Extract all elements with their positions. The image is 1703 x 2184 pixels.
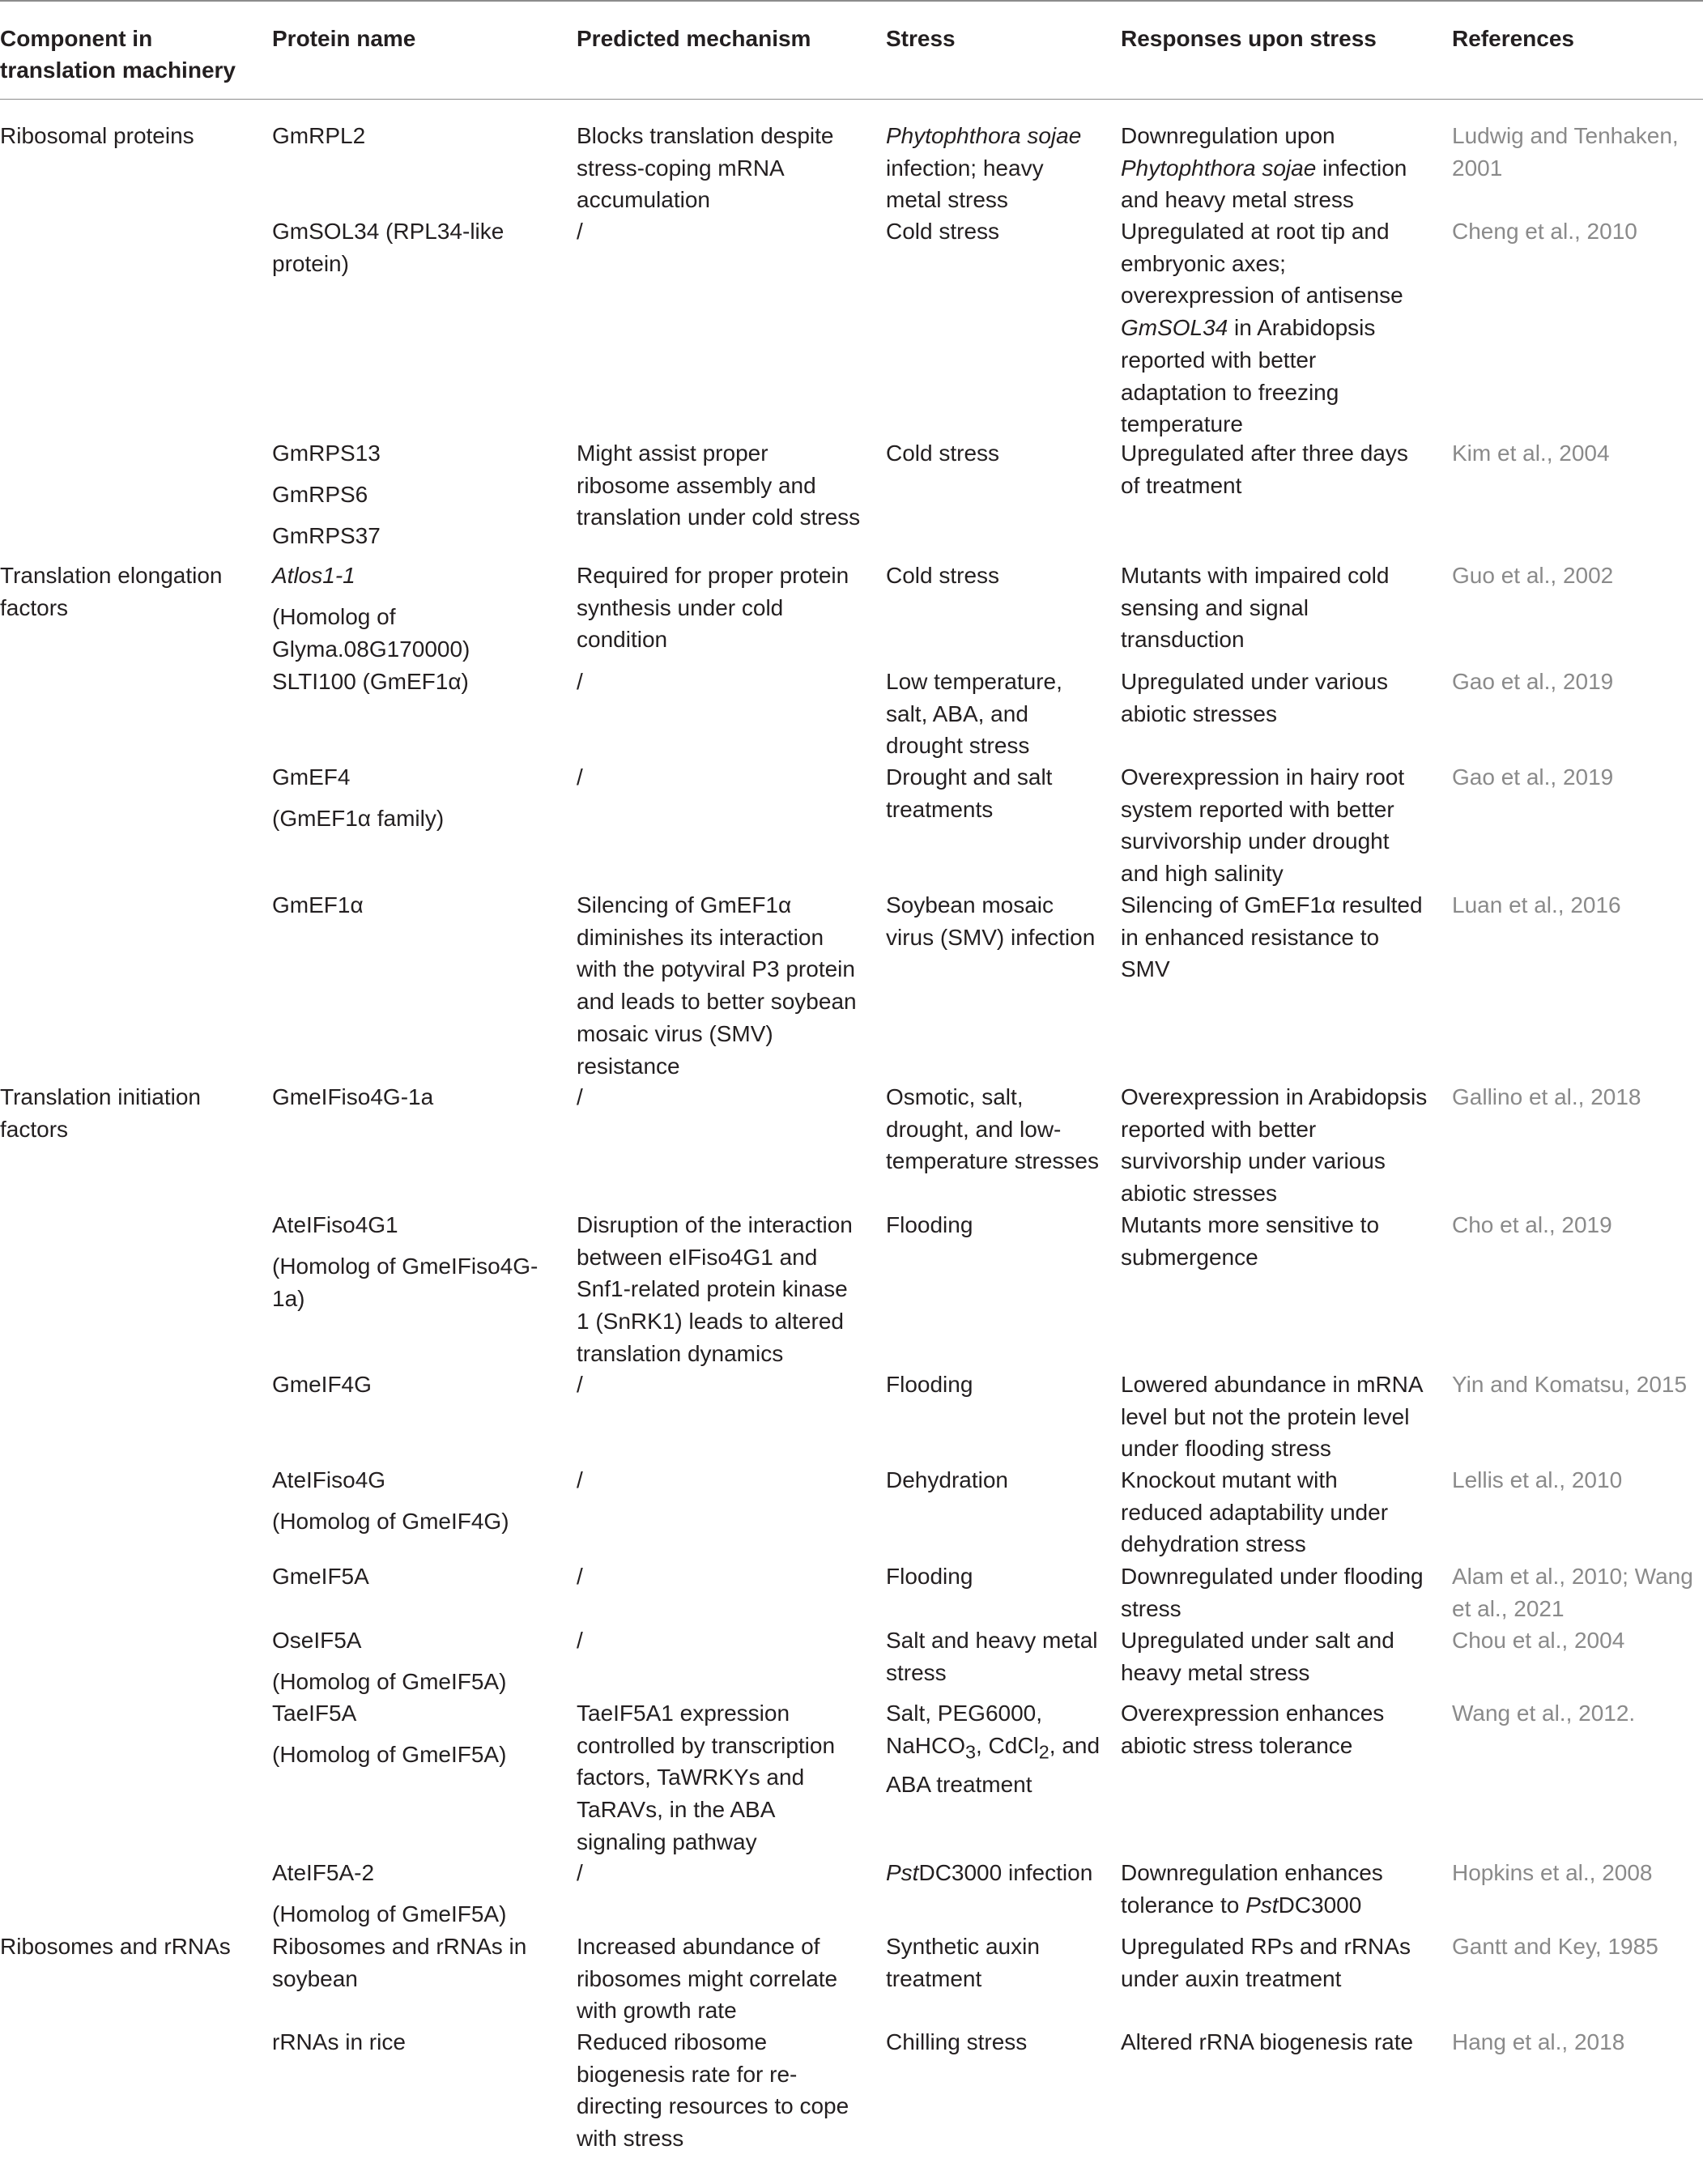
stress-cell-line: Flooding bbox=[886, 1564, 973, 1589]
stress-cell-line: Flooding bbox=[886, 1212, 973, 1237]
stress-cell-line: drought, and low- bbox=[886, 1116, 1062, 1142]
stress-cell-line: PstDC3000 infection bbox=[886, 1860, 1093, 1885]
responses-cell-line: transduction bbox=[1121, 627, 1245, 653]
mechanism-cell-line: Blocks translation despite bbox=[577, 123, 834, 148]
stress-cell-line: Cold stress bbox=[886, 563, 1000, 588]
references-cell-line: Gao et al., 2019 bbox=[1452, 764, 1614, 790]
mechanism-cell-line: directing resources to cope bbox=[577, 2093, 849, 2119]
references-cell-line: Cheng et al., 2010 bbox=[1452, 219, 1637, 244]
mechanism-cell-line: Silencing of GmEF1α bbox=[577, 892, 792, 917]
protein-name-cell-line: AteIFiso4G bbox=[272, 1467, 386, 1492]
mechanism-cell-line: / bbox=[577, 1564, 583, 1589]
protein-name-cell-line: GmRPS13 bbox=[272, 441, 381, 466]
responses-cell bbox=[1121, 1464, 1437, 1560]
responses-cell bbox=[1121, 1209, 1437, 1273]
mechanism-cell bbox=[577, 1624, 876, 1657]
protein-name-cell bbox=[272, 889, 564, 922]
responses-cell-line: survivorship under drought bbox=[1121, 828, 1390, 854]
responses-cell bbox=[1121, 437, 1437, 501]
mechanism-cell-line: with growth rate bbox=[577, 1998, 737, 2024]
stress-cell-line: infection; heavy bbox=[886, 155, 1044, 181]
stress-cell-line: Chilling stress bbox=[886, 2029, 1028, 2054]
protein-name-cell-line: (GmEF1α family) bbox=[272, 806, 445, 831]
stress-cell-line: NaHCO$_3$, CdCl$_2$, and bbox=[886, 1732, 1101, 1763]
mechanism-cell bbox=[577, 1857, 876, 1889]
stress-cell-line: Soybean mosaic bbox=[886, 892, 1054, 917]
mechanism-cell bbox=[577, 1369, 876, 1401]
protein-name-cell-line: GmEF1α bbox=[272, 892, 364, 917]
stress-cell bbox=[886, 1624, 1121, 1688]
protein-name-cell bbox=[272, 1931, 564, 1995]
mechanism-cell bbox=[577, 1697, 876, 1858]
stress-cell bbox=[886, 1369, 1121, 1401]
mechanism-cell bbox=[577, 215, 876, 248]
stress-cell-line: Phytophthora sojae bbox=[886, 123, 1082, 148]
mechanism-cell-line: 1 (SnRK1) leads to altered bbox=[577, 1309, 844, 1335]
component-cell bbox=[0, 1081, 259, 1145]
responses-cell bbox=[1121, 2026, 1437, 2058]
references-cell bbox=[1452, 437, 1703, 470]
protein-name-cell-line: OseIF5A bbox=[272, 1628, 362, 1653]
protein-name-cell bbox=[272, 1560, 564, 1593]
stress-cell-line: Salt and heavy metal bbox=[886, 1628, 1098, 1653]
stress-cell bbox=[886, 1560, 1121, 1593]
responses-cell-line: abiotic stress tolerance bbox=[1121, 1732, 1353, 1758]
mechanism-cell-line: / bbox=[577, 1467, 583, 1492]
mechanism-cell-line: mosaic virus (SMV) bbox=[577, 1020, 773, 1046]
protein-name-cell-line: SLTI100 (GmEF1α) bbox=[272, 669, 469, 694]
mechanism-cell bbox=[577, 1209, 876, 1370]
mechanism-cell bbox=[577, 2026, 876, 2155]
references-cell bbox=[1452, 1369, 1703, 1401]
responses-cell-line: level but not the protein level bbox=[1121, 1403, 1410, 1429]
responses-cell-line: SMV bbox=[1121, 956, 1170, 982]
stress-cell-line: Synthetic auxin bbox=[886, 1934, 1040, 1959]
responses-cell-line: under auxin treatment bbox=[1121, 1965, 1342, 1991]
protein-name-cell bbox=[272, 1369, 564, 1401]
responses-cell-line: Phytophthora sojae infection bbox=[1121, 155, 1407, 181]
mechanism-cell bbox=[577, 889, 876, 1082]
responses-cell bbox=[1121, 1624, 1437, 1688]
component-cell-line: Ribosomes and rRNAs bbox=[0, 1934, 231, 1959]
stress-cell bbox=[886, 2026, 1121, 2058]
references-cell bbox=[1452, 1624, 1703, 1657]
stress-cell-line: Drought and salt bbox=[886, 764, 1053, 790]
responses-cell-line: heavy metal stress bbox=[1121, 1659, 1310, 1685]
responses-cell-line: submergence bbox=[1121, 1244, 1258, 1270]
references-cell-line: Gallino et al., 2018 bbox=[1452, 1084, 1641, 1109]
stress-cell bbox=[886, 120, 1121, 216]
references-cell-line: Luan et al., 2016 bbox=[1452, 892, 1621, 917]
stress-cell bbox=[886, 1464, 1121, 1496]
responses-cell-line: and heavy metal stress bbox=[1121, 187, 1354, 213]
protein-name-cell-line: GmeIF4G bbox=[272, 1372, 372, 1397]
stress-cell bbox=[886, 1931, 1121, 1995]
responses-cell-line: system reported with better bbox=[1121, 796, 1394, 822]
header-references: References bbox=[1452, 26, 1574, 51]
mechanism-cell-line: condition bbox=[577, 627, 668, 653]
protein-name-cell-line: GmeIF5A bbox=[272, 1564, 369, 1589]
protein-name-cell-line: GmRPS37 bbox=[272, 523, 381, 548]
references-cell-line: Ludwig and Tenhaken, bbox=[1452, 123, 1679, 148]
responses-cell-line: Lowered abundance in mRNA bbox=[1121, 1372, 1424, 1397]
responses-cell-line: abiotic stresses bbox=[1121, 1181, 1277, 1207]
header-responses: Responses upon stress bbox=[1121, 26, 1377, 51]
stress-cell-line: Salt, PEG6000, bbox=[886, 1701, 1043, 1726]
references-cell-line: Kim et al., 2004 bbox=[1452, 441, 1610, 466]
references-cell bbox=[1452, 1931, 1703, 1963]
references-cell-line: Chou et al., 2004 bbox=[1452, 1628, 1625, 1653]
mechanism-cell-line: biogenesis rate for re- bbox=[577, 2061, 798, 2087]
responses-cell-line: Knockout mutant with bbox=[1121, 1467, 1338, 1492]
stress-cell bbox=[886, 666, 1121, 762]
mechanism-cell-line: with stress bbox=[577, 2126, 684, 2152]
mechanism-cell-line: resistance bbox=[577, 1053, 680, 1079]
responses-cell-line: temperature bbox=[1121, 411, 1243, 437]
mechanism-cell-line: / bbox=[577, 764, 583, 790]
mechanism-cell-line: Reduced ribosome bbox=[577, 2029, 768, 2054]
mechanism-cell bbox=[577, 666, 876, 698]
responses-cell-line: Silencing of GmEF1α resulted bbox=[1121, 892, 1423, 917]
responses-cell-line: reduced adaptability under bbox=[1121, 1499, 1389, 1525]
mechanism-cell-line: signaling pathway bbox=[577, 1829, 757, 1854]
responses-cell bbox=[1121, 1931, 1437, 1995]
protein-name-cell bbox=[272, 1081, 564, 1113]
references-cell bbox=[1452, 1857, 1703, 1889]
protein-name-cell-line: AteIF5A-2 bbox=[272, 1860, 375, 1885]
references-cell-line: Gao et al., 2019 bbox=[1452, 669, 1614, 694]
mechanism-cell-line: ribosomes might correlate bbox=[577, 1965, 838, 1991]
mechanism-cell bbox=[577, 1464, 876, 1496]
responses-cell-line: reported with better bbox=[1121, 1116, 1317, 1142]
protein-name-cell-line: protein) bbox=[272, 250, 349, 276]
header-rule bbox=[0, 99, 1703, 100]
mechanism-cell bbox=[577, 1081, 876, 1113]
mechanism-cell bbox=[577, 437, 876, 534]
responses-cell-line: GmSOL34 in Arabidopsis bbox=[1121, 315, 1376, 341]
stress-cell-line: metal stress bbox=[886, 187, 1008, 213]
component-cell-line: Ribosomal proteins bbox=[0, 123, 194, 148]
mechanism-cell-line: TaeIF5A1 expression bbox=[577, 1701, 790, 1726]
stress-cell bbox=[886, 1697, 1121, 1801]
responses-cell-line: adaptation to freezing bbox=[1121, 379, 1339, 405]
mechanism-cell-line: Required for proper protein bbox=[577, 563, 849, 588]
references-cell-line: Wang et al., 2012. bbox=[1452, 1701, 1636, 1726]
responses-cell-line: stress bbox=[1121, 1595, 1181, 1621]
responses-cell bbox=[1121, 1369, 1437, 1465]
stress-cell-line: ABA treatment bbox=[886, 1772, 1032, 1797]
references-cell bbox=[1452, 1081, 1703, 1113]
responses-cell-line: Overexpression in hairy root bbox=[1121, 764, 1405, 790]
references-cell bbox=[1452, 666, 1703, 698]
header-stress: Stress bbox=[886, 26, 956, 51]
responses-cell-line: of treatment bbox=[1121, 472, 1242, 498]
references-cell-line: Cho et al., 2019 bbox=[1452, 1212, 1612, 1237]
stress-cell-line: Osmotic, salt, bbox=[886, 1084, 1024, 1109]
references-cell bbox=[1452, 1464, 1703, 1496]
stress-cell bbox=[886, 215, 1121, 248]
protein-name-cell-line: Ribosomes and rRNAs in bbox=[272, 1934, 527, 1959]
stress-cell-line: virus (SMV) infection bbox=[886, 924, 1096, 950]
protein-name-cell-line: Atlos1-1 bbox=[272, 563, 356, 588]
protein-name-cell-line: GmeIFiso4G-1a bbox=[272, 1084, 434, 1109]
references-cell bbox=[1452, 1209, 1703, 1241]
responses-cell-line: Downregulation upon bbox=[1121, 123, 1335, 148]
responses-cell-line: and high salinity bbox=[1121, 861, 1284, 887]
component-cell-line: Translation elongation bbox=[0, 563, 223, 588]
protein-name-cell-line: GmRPS6 bbox=[272, 482, 368, 507]
responses-cell-line: abiotic stresses bbox=[1121, 700, 1277, 726]
responses-cell bbox=[1121, 666, 1437, 730]
references-cell-line: Guo et al., 2002 bbox=[1452, 563, 1614, 588]
mechanism-cell bbox=[577, 120, 876, 216]
mechanism-cell-line: ribosome assembly and bbox=[577, 472, 816, 498]
responses-cell bbox=[1121, 560, 1437, 656]
protein-name-cell-line: (Homolog of bbox=[272, 604, 396, 629]
mechanism-cell bbox=[577, 1560, 876, 1593]
responses-cell-line: Upregulated at root tip and bbox=[1121, 219, 1390, 244]
stress-cell bbox=[886, 560, 1121, 592]
header-protein-name: Protein name bbox=[272, 26, 416, 51]
responses-cell-line: Mutants more sensitive to bbox=[1121, 1212, 1380, 1237]
references-cell-line: Yin and Komatsu, 2015 bbox=[1452, 1372, 1688, 1397]
stress-cell bbox=[886, 889, 1121, 953]
responses-cell-line: survivorship under various bbox=[1121, 1148, 1386, 1174]
responses-cell bbox=[1121, 1697, 1437, 1761]
mechanism-cell-line: Might assist proper bbox=[577, 441, 768, 466]
protein-name-cell bbox=[272, 2026, 564, 2058]
references-cell bbox=[1452, 889, 1703, 922]
protein-name-cell-line: 1a) bbox=[272, 1286, 305, 1311]
responses-cell bbox=[1121, 1560, 1437, 1624]
protein-name-cell-line: (Homolog of GmeIF5A) bbox=[272, 1669, 507, 1694]
protein-name-cell bbox=[272, 215, 564, 279]
protein-name-cell-line: (Homolog of GmeIF4G) bbox=[272, 1509, 509, 1534]
responses-cell-line: Overexpression enhances bbox=[1121, 1701, 1385, 1726]
component-cell-line: factors bbox=[0, 1116, 69, 1142]
references-cell-line: 2001 bbox=[1452, 155, 1503, 181]
component-cell-line: Translation initiation bbox=[0, 1084, 201, 1109]
mechanism-cell-line: translation dynamics bbox=[577, 1340, 784, 1366]
stress-cell bbox=[886, 1081, 1121, 1177]
mechanism-cell-line: / bbox=[577, 669, 583, 694]
responses-cell bbox=[1121, 215, 1437, 441]
mechanism-cell-line: / bbox=[577, 219, 583, 244]
responses-cell bbox=[1121, 120, 1437, 216]
responses-cell bbox=[1121, 1857, 1437, 1921]
responses-cell bbox=[1121, 889, 1437, 986]
references-cell-line: et al., 2021 bbox=[1452, 1595, 1565, 1621]
protein-name-cell-line: GmEF4 bbox=[272, 764, 351, 790]
protein-name-cell-line: AteIFiso4G1 bbox=[272, 1212, 398, 1237]
protein-name-cell-line: Glyma.08G170000) bbox=[272, 636, 470, 662]
references-cell-line: Alam et al., 2010; Wang bbox=[1452, 1564, 1693, 1589]
references-cell-line: Hang et al., 2018 bbox=[1452, 2029, 1625, 2054]
responses-cell-line: Upregulated after three days bbox=[1121, 441, 1408, 466]
mechanism-cell-line: translation under cold stress bbox=[577, 504, 861, 530]
responses-cell-line: overexpression of antisense bbox=[1121, 283, 1403, 309]
mechanism-cell-line: TaRAVs, in the ABA bbox=[577, 1797, 776, 1823]
mechanism-cell-line: between eIFiso4G1 and bbox=[577, 1244, 818, 1270]
stress-cell-line: Low temperature, bbox=[886, 669, 1062, 694]
stress-cell-line: treatments bbox=[886, 796, 994, 822]
responses-cell-line: dehydration stress bbox=[1121, 1531, 1306, 1557]
references-cell-line: Hopkins et al., 2008 bbox=[1452, 1860, 1653, 1885]
responses-cell-line: Overexpression in Arabidopsis bbox=[1121, 1084, 1428, 1109]
mechanism-cell-line: stress-coping mRNA bbox=[577, 155, 785, 181]
protein-name-cell bbox=[272, 666, 564, 698]
stress-cell bbox=[886, 1209, 1121, 1241]
mechanism-cell-line: / bbox=[577, 1372, 583, 1397]
responses-cell-line: Upregulated under salt and bbox=[1121, 1628, 1394, 1653]
protein-name-cell-line: (Homolog of GmeIF5A) bbox=[272, 1742, 507, 1767]
mechanism-cell-line: synthesis under cold bbox=[577, 594, 784, 620]
responses-cell-line: Altered rRNA biogenesis rate bbox=[1121, 2029, 1414, 2054]
component-cell-line: factors bbox=[0, 594, 69, 620]
references-cell-line: Lellis et al., 2010 bbox=[1452, 1467, 1623, 1492]
stress-cell bbox=[886, 437, 1121, 470]
mechanism-cell-line: Disruption of the interaction bbox=[577, 1212, 853, 1237]
mechanism-cell-line: controlled by transcription bbox=[577, 1732, 836, 1758]
protein-name-cell-line: (Homolog of GmeIF5A) bbox=[272, 1901, 507, 1926]
component-cell bbox=[0, 120, 259, 152]
component-cell bbox=[0, 560, 259, 624]
references-cell bbox=[1452, 560, 1703, 592]
responses-cell-line: Upregulated under various bbox=[1121, 669, 1388, 694]
mechanism-cell-line: Increased abundance of bbox=[577, 1934, 820, 1959]
mechanism-cell-line: with the potyviral P3 protein bbox=[577, 956, 855, 982]
responses-cell-line: Downregulated under flooding bbox=[1121, 1564, 1424, 1589]
stress-cell-line: treatment bbox=[886, 1965, 982, 1991]
protein-name-cell-line: GmRPL2 bbox=[272, 123, 366, 148]
responses-cell-line: in enhanced resistance to bbox=[1121, 924, 1380, 950]
references-cell bbox=[1452, 120, 1703, 184]
mechanism-cell-line: Snf1-related protein kinase bbox=[577, 1276, 848, 1302]
protein-name-cell-line: TaeIF5A bbox=[272, 1701, 357, 1726]
responses-cell-line: under flooding stress bbox=[1121, 1436, 1331, 1462]
references-cell bbox=[1452, 215, 1703, 248]
references-cell bbox=[1452, 1697, 1703, 1730]
references-cell bbox=[1452, 2026, 1703, 2058]
header-component: Component in translation machinery bbox=[0, 26, 236, 83]
stress-cell-line: Dehydration bbox=[886, 1467, 1008, 1492]
mechanism-cell-line: and leads to better soybean bbox=[577, 989, 857, 1015]
mechanism-cell-line: / bbox=[577, 1084, 583, 1109]
stress-cell-line: Cold stress bbox=[886, 441, 1000, 466]
stress-cell-line: Cold stress bbox=[886, 219, 1000, 244]
references-cell bbox=[1452, 1560, 1703, 1624]
mechanism-cell-line: / bbox=[577, 1860, 583, 1885]
responses-cell-line: Upregulated RPs and rRNAs bbox=[1121, 1934, 1411, 1959]
stress-cell-line: temperature stresses bbox=[886, 1148, 1099, 1174]
stress-cell-line: Flooding bbox=[886, 1372, 973, 1397]
protein-name-cell-line: soybean bbox=[272, 1965, 358, 1991]
protein-name-cell-line: (Homolog of GmeIFiso4G- bbox=[272, 1254, 539, 1279]
responses-cell-line: Mutants with impaired cold bbox=[1121, 563, 1390, 588]
component-cell bbox=[0, 1931, 259, 1963]
mechanism-cell bbox=[577, 560, 876, 656]
stress-cell-line: stress bbox=[886, 1659, 947, 1685]
responses-cell-line: Downregulation enhances bbox=[1121, 1860, 1383, 1885]
responses-cell bbox=[1121, 1081, 1437, 1210]
references-cell-line: Gantt and Key, 1985 bbox=[1452, 1934, 1658, 1959]
mechanism-cell-line: factors, TaWRKYs and bbox=[577, 1765, 805, 1790]
protein-name-cell-line: GmSOL34 (RPL34-like bbox=[272, 219, 505, 244]
stress-cell bbox=[886, 761, 1121, 825]
header-predicted-mechanism: Predicted mechanism bbox=[577, 26, 811, 51]
mechanism-cell-line: / bbox=[577, 1628, 583, 1653]
mechanism-cell bbox=[577, 761, 876, 794]
stress-cell-line: drought stress bbox=[886, 733, 1030, 759]
mechanism-cell-line: accumulation bbox=[577, 187, 710, 213]
stress-cell-line: salt, ABA, and bbox=[886, 700, 1028, 726]
responses-cell bbox=[1121, 761, 1437, 890]
references-cell bbox=[1452, 761, 1703, 794]
responses-cell-line: tolerance to PstDC3000 bbox=[1121, 1892, 1362, 1918]
protein-name-cell-line: rRNAs in rice bbox=[272, 2029, 406, 2054]
responses-cell-line: sensing and signal bbox=[1121, 594, 1309, 620]
mechanism-cell bbox=[577, 1931, 876, 2027]
mechanism-cell-line: diminishes its interaction bbox=[577, 924, 824, 950]
top-rule bbox=[0, 0, 1703, 2]
stress-cell bbox=[886, 1857, 1121, 1889]
responses-cell-line: embryonic axes; bbox=[1121, 250, 1286, 276]
responses-cell-line: reported with better bbox=[1121, 347, 1317, 373]
